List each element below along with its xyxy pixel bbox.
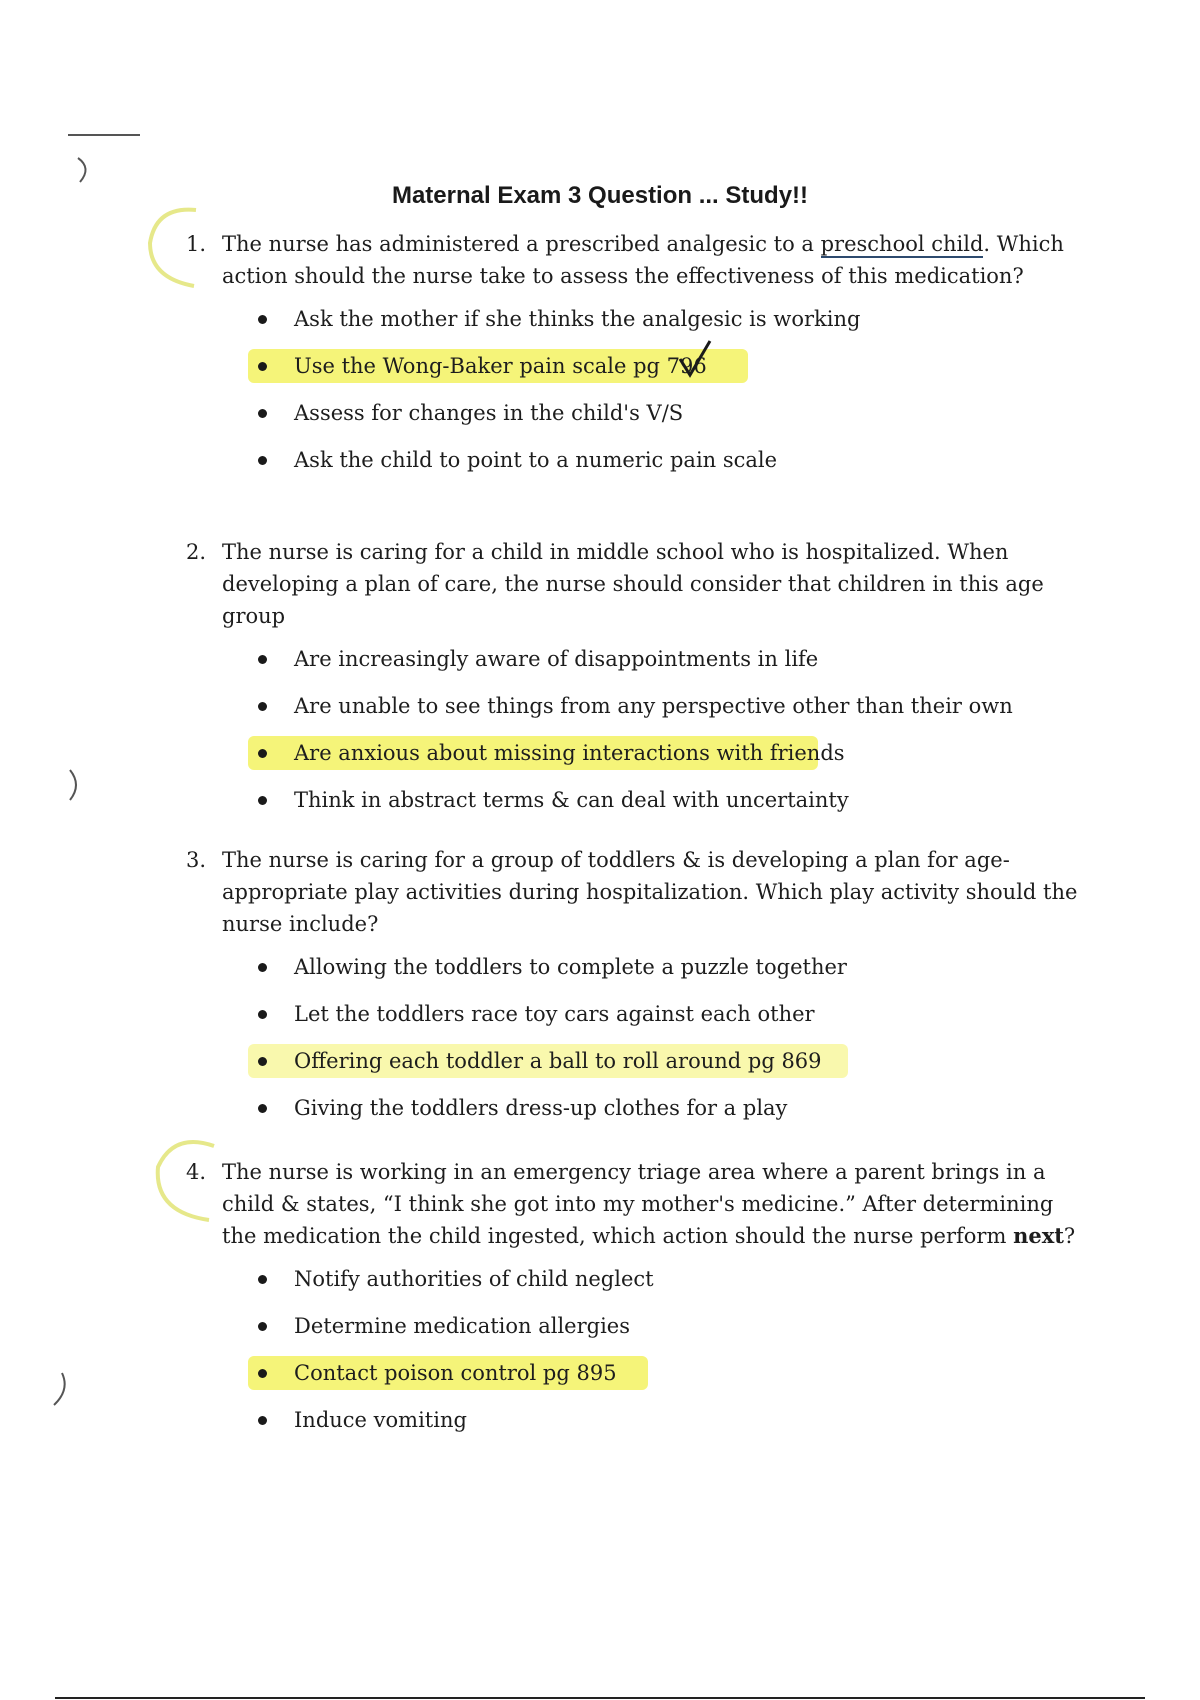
answer-option: Determine medication allergies [186,1309,1086,1356]
answer-option: Ask the child to point to a numeric pain scale [186,443,1086,490]
answer-option: Are increasingly aware of disappointments in life [186,642,1086,689]
bottom-rule [55,1697,1145,1699]
question-number: 4. [186,1160,207,1184]
answer-option: Giving the toddlers dress-up clothes for a play [186,1091,1086,1138]
question-1 [186,228,1086,490]
question-text-part: ? [1063,1224,1076,1248]
question-2 [186,536,1086,830]
answer-option: Ask the mother if she thinks the analgesic is working [186,302,1086,349]
question-number: 3. [186,848,207,872]
answer-option-highlighted: Are anxious about missing interactions with friends [186,736,1086,783]
answer-option-highlighted: Use the Wong-Baker pain scale pg 796 [186,349,1086,396]
question-text [222,228,1086,292]
answer-option: Think in abstract terms & can deal with uncertainty [186,783,1086,830]
question-text-part: . Which action should the nurse take to assess the effectiveness of this medication? [222,232,1064,288]
answer-option: Notify authorities of child neglect [186,1262,1086,1309]
question-text: The nurse is caring for a child in middle school who is hospitalized. When developing a plan of care, the nurse should consider that children in this age group [222,540,1044,628]
question-number: 1. [186,232,207,256]
question-number: 2. [186,540,207,564]
question-text: The nurse is caring for a group of toddlers & is developing a plan for age-appropriate play activities during hospitalization. Which play activity should the nurse include? [222,848,1078,936]
answer-options [186,1262,1086,1450]
question-text [222,1156,1086,1252]
page-title: Maternal Exam 3 Question ... Study!! [391,182,809,209]
checkmark-icon [676,337,716,381]
answer-option: Are unable to see things from any perspective other than their own [186,689,1086,736]
answer-option-highlighted: Contact poison control pg 895 [186,1356,1086,1403]
answer-option: Let the toddlers race toy cars against each other [186,997,1086,1044]
answer-option-highlighted: Offering each toddler a ball to roll around pg 869 [186,1044,1086,1091]
answer-option: Induce vomiting [186,1403,1086,1450]
answer-options [186,302,1086,490]
underlined-text: preschool child [820,232,984,256]
answer-options [186,950,1086,1138]
emphasis-text: next [1013,1223,1064,1248]
answer-option: Allowing the toddlers to complete a puzzle together [186,950,1086,997]
answer-option: Assess for changes in the child's V/S [186,396,1086,443]
question-text-part: The nurse is working in an emergency triage area where a parent brings in a child & states, “I think she got into my mother's medicine.” After determining the medication the child ingested, which action should the nurse perform [222,1160,1054,1248]
question-4 [186,1156,1086,1450]
answer-options [186,642,1086,830]
question-3 [186,844,1086,1138]
question-text-part: The nurse has administered a prescribed analgesic to a [222,232,821,256]
